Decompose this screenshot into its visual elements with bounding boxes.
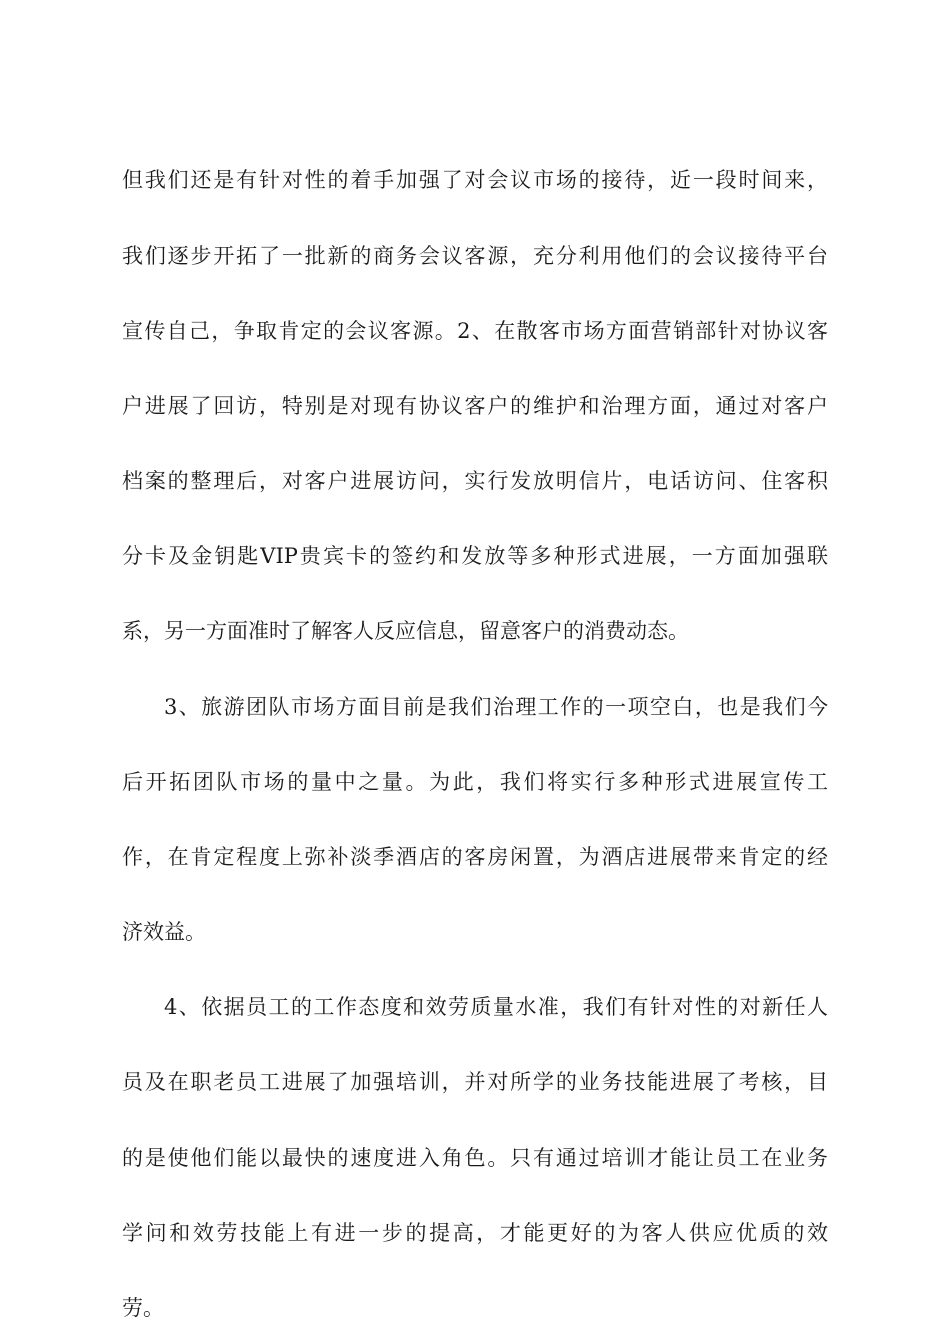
text-line-16: 劳。 (122, 1296, 164, 1320)
text-line-11: 济效益。 (122, 920, 206, 944)
text-line-1: 但我们还是有针对性的着手加强了对会议市场的接待，近一段时间来， (122, 168, 828, 192)
text-line-7: 系，另一方面准时了解客人反应信息，留意客户的消费动态。 (122, 619, 689, 643)
text-line-5: 档案的整理后，对客户进展访问，实行发放明信片，电话访问、住客积 (122, 469, 828, 493)
text-line-4: 户进展了回访，特别是对现有协议客户的维护和治理方面，通过对客户 (122, 394, 828, 418)
text-line-15: 学问和效劳技能上有进一步的提高，才能更好的为客人供应优质的效 (122, 1221, 828, 1245)
text-line-3: 宣传自己，争取肯定的会议客源。2、在散客市场方面营销部针对协议客 (122, 319, 828, 343)
text-line-8: 3、旅游团队市场方面目前是我们治理工作的一项空白，也是我们今 (164, 695, 828, 719)
text-line-2: 我们逐步开拓了一批新的商务会议客源，充分利用他们的会议接待平台 (122, 244, 828, 268)
text-line-9: 后开拓团队市场的量中之量。为此，我们将实行多种形式进展宣传工 (122, 770, 828, 794)
text-line-14: 的是使他们能以最快的速度进入角色。只有通过培训才能让员工在业务 (122, 1146, 828, 1170)
text-line-13: 员及在职老员工进展了加强培训，并对所学的业务技能进展了考核，目 (122, 1070, 828, 1094)
text-line-10: 作，在肯定程度上弥补淡季酒店的客房闲置，为酒店进展带来肯定的经 (122, 845, 828, 869)
text-line-6: 分卡及金钥匙VIP贵宾卡的签约和发放等多种形式进展，一方面加强联 (122, 544, 828, 568)
text-line-12: 4、依据员工的工作态度和效劳质量水准，我们有针对性的对新任人 (164, 995, 828, 1019)
